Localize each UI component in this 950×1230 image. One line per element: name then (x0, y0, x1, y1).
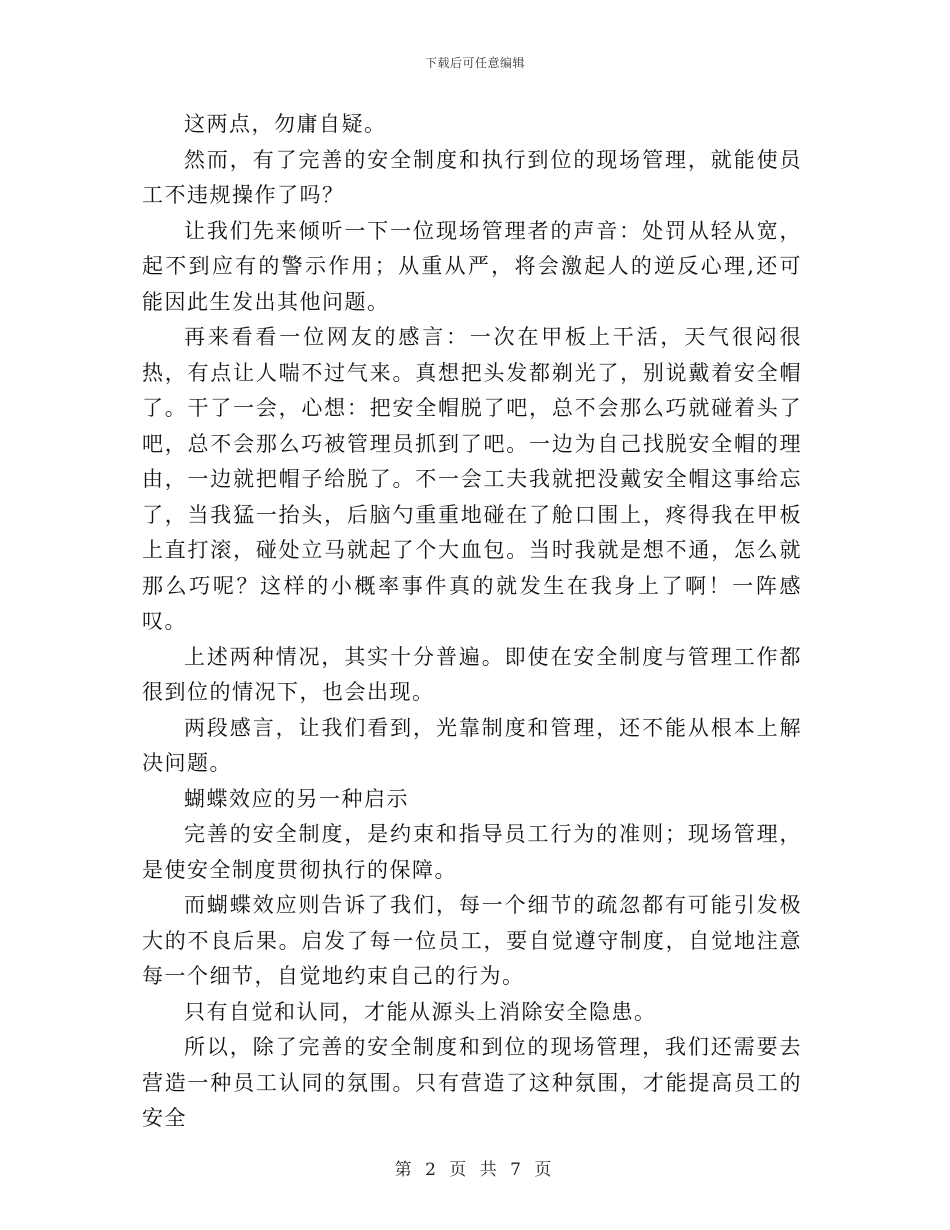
paragraph: 再来看看一位网友的感言：一次在甲板上干活，天气很闷很热，有点让人喘不过气来。真想把头发都剃光了，别说戴着安全帽了。干了一会，心想：把安全帽脱了吧，总不会那么巧就碰着头了吧，总不会那么巧被管理员抓到了吧。一边为自己找脱安全帽的理由，一边就把帽子给脱了。不一会工夫我就把没戴安全帽这事给忘了，当我猛一抬头，后脑勺重重地碰在了舱口围上，疼得我在甲板上直打滚，碰处立马就起了个大血包。当时我就是想不通，怎么就那么巧呢？这样的小概率事件真的就发生在我身上了啊！一阵感叹。 (142, 325, 802, 633)
paragraph: 完善的安全制度，是约束和指导员工行为的准则；现场管理，是使安全制度贯彻执行的保障。 (142, 822, 802, 882)
page-footer: 第 2 页 共 7 页 (394, 1160, 556, 1180)
paragraph: 只有自觉和认同，才能从源头上消除安全隐患。 (184, 999, 657, 1024)
paragraph: 这两点，勿庸自疑。 (184, 112, 387, 136)
paragraph: 上述两种情况，其实十分普遍。即使在安全制度与管理工作都很到位的情况下，也会出现。 (142, 644, 802, 704)
paragraph: 两段感言，让我们看到，光靠制度和管理，还不能从根本上解决问题。 (142, 715, 802, 775)
page-header: 下载后可任意编辑 (424, 56, 525, 70)
paragraph: 而蝴蝶效应则告诉了我们，每一个细节的疏忽都有可能引发极大的不良后果。启发了每一位员工，要自觉遵守制度，自觉地注意每一个细节，自觉地约束自己的行为。 (142, 893, 802, 988)
paragraph: 让我们先来倾听一下一位现场管理者的声音：处罚从轻从宽，起不到应有的警示作用；从重从严，将会激起人的逆反心理,还可能因此生发出其他问题。 (142, 218, 802, 314)
paragraph: 然而，有了完善的安全制度和执行到位的现场管理，就能使员工不违规操作了吗？ (142, 147, 802, 207)
document-body (142, 107, 802, 1137)
section-heading: 蝴蝶效应的另一种启示 (184, 786, 409, 811)
paragraph: 所以，除了完善的安全制度和到位的现场管理，我们还需要去营造一种员工认同的氛围。只有营造了这种氛围，才能提高员工的安全 (142, 1035, 802, 1130)
